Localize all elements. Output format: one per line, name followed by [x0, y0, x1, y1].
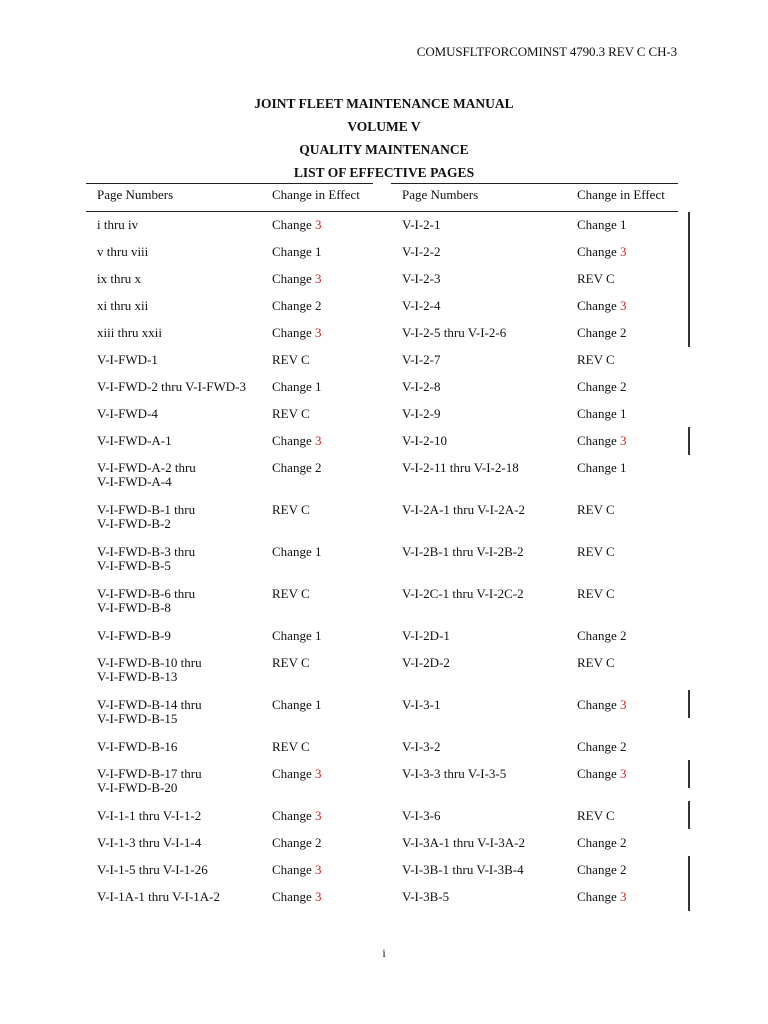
- change-number: 3: [314, 766, 322, 781]
- page-range-line: V-I-1-1 thru V-I-1-2: [97, 808, 202, 823]
- right-header-page-numbers: Page Numbers: [402, 187, 479, 202]
- page-range-line: V-I-3-2: [402, 739, 441, 754]
- change-in-effect: [577, 434, 626, 448]
- page-range: [402, 656, 450, 670]
- page-range: [97, 740, 177, 754]
- page-range-line: V-I-2-11 thru V-I-2-18: [402, 460, 519, 475]
- change-number: 3: [619, 298, 627, 313]
- page-range-line: v thru viii: [97, 244, 149, 259]
- left-header-page-numbers: Page Numbers: [97, 187, 174, 202]
- page-range-line: V-I-3-6: [402, 808, 441, 823]
- header-top-rule-left: [86, 183, 373, 184]
- change-label: Change: [577, 460, 617, 475]
- page-range: [97, 836, 201, 850]
- change-label: Change: [272, 808, 312, 823]
- change-number: 1: [619, 406, 627, 421]
- change-number: 1: [314, 544, 322, 559]
- change-in-effect: [272, 767, 321, 781]
- change-in-effect: [272, 629, 321, 643]
- page-range: [402, 272, 441, 286]
- page-range: [97, 767, 202, 795]
- page-range: [402, 587, 524, 601]
- change-label: REV C: [272, 586, 310, 601]
- page-range-line: V-I-FWD-4: [97, 406, 158, 421]
- change-label: Change: [272, 862, 312, 877]
- change-in-effect: [272, 380, 321, 394]
- change-in-effect: [272, 809, 321, 823]
- change-in-effect: [272, 836, 321, 850]
- page-range-line: V-I-3A-1 thru V-I-3A-2: [402, 835, 526, 850]
- page-range-line: V-I-2-1: [402, 217, 441, 232]
- section-title: QUALITY MAINTENANCE: [299, 142, 469, 157]
- page-range: [402, 740, 441, 754]
- change-number: 2: [619, 325, 627, 340]
- change-label: Change: [577, 406, 617, 421]
- change-number: 3: [619, 766, 627, 781]
- page-range: [97, 434, 172, 448]
- change-number: 1: [314, 628, 322, 643]
- change-label: Change: [577, 835, 617, 850]
- change-number: 3: [619, 697, 627, 712]
- page-range-line: V-I-1A-1 thru V-I-1A-2: [97, 889, 221, 904]
- change-label: Change: [577, 697, 617, 712]
- change-in-effect: [577, 299, 626, 313]
- page-range-line: V-I-2D-2: [402, 655, 450, 670]
- change-in-effect: [577, 245, 626, 259]
- change-number: 1: [619, 460, 627, 475]
- change-in-effect: [272, 272, 321, 286]
- page-range: [402, 890, 449, 904]
- page-range: [402, 767, 506, 781]
- page-range-line: V-I-FWD-B-8: [97, 600, 171, 615]
- page-range: [97, 863, 208, 877]
- page-range: [402, 434, 447, 448]
- page-range: [402, 629, 450, 643]
- change-number: 2: [314, 460, 322, 475]
- page-range: [402, 461, 519, 475]
- page-range-line: V-I-2-9: [402, 406, 441, 421]
- change-label: Change: [577, 217, 617, 232]
- change-number: 3: [314, 217, 322, 232]
- change-number: 2: [619, 862, 627, 877]
- page-range: [97, 245, 148, 259]
- page-range: [402, 809, 441, 823]
- page-range-line: V-I-1-3 thru V-I-1-4: [97, 835, 202, 850]
- change-number: 3: [314, 325, 322, 340]
- change-in-effect: [577, 545, 615, 559]
- page-range: [97, 629, 171, 643]
- page-range: [97, 545, 195, 573]
- change-in-effect: [577, 326, 626, 340]
- change-in-effect: [577, 272, 615, 286]
- change-in-effect: [577, 218, 626, 232]
- page-range-line: V-I-FWD-A-1: [97, 433, 172, 448]
- change-label: Change: [272, 628, 312, 643]
- page-range: [97, 326, 162, 340]
- page-range-line: V-I-FWD-B-6 thru: [97, 586, 196, 601]
- page-range: [97, 503, 195, 531]
- change-label: REV C: [577, 586, 615, 601]
- change-label: Change: [272, 271, 312, 286]
- page-range: [97, 299, 148, 313]
- change-in-effect: [272, 326, 321, 340]
- change-label: Change: [577, 862, 617, 877]
- change-label: Change: [577, 889, 617, 904]
- page-range: [97, 809, 201, 823]
- change-number: 3: [619, 244, 627, 259]
- page-range-line: xi thru xii: [97, 298, 149, 313]
- page-range-line: V-I-FWD-B-15: [97, 711, 178, 726]
- change-number: 3: [314, 862, 322, 877]
- page-range-line: V-I-FWD-B-13: [97, 669, 178, 684]
- page-range-line: V-I-FWD-B-2: [97, 516, 171, 531]
- change-label: Change: [272, 433, 312, 448]
- page-range: [97, 461, 196, 489]
- page-range-line: ix thru x: [97, 271, 142, 286]
- page-range: [97, 218, 138, 232]
- change-label: REV C: [272, 502, 310, 517]
- change-label: REV C: [577, 502, 615, 517]
- page-range-line: V-I-FWD-B-3 thru: [97, 544, 196, 559]
- page-range: [402, 245, 441, 259]
- page-range-line: V-I-FWD-B-9: [97, 628, 171, 643]
- page-number: i: [382, 946, 386, 960]
- page-range-line: V-I-2B-1 thru V-I-2B-2: [402, 544, 524, 559]
- change-in-effect: [577, 836, 626, 850]
- title-block: [0, 92, 768, 184]
- change-label: Change: [272, 325, 312, 340]
- change-in-effect: [272, 407, 310, 421]
- change-in-effect: [272, 863, 321, 877]
- page-range: [97, 890, 220, 904]
- page-range-line: V-I-1-5 thru V-I-1-26: [97, 862, 208, 877]
- page-range: [402, 326, 506, 340]
- left-header-change-in-effect: Change in Effect: [272, 187, 360, 202]
- change-label: REV C: [272, 655, 310, 670]
- change-number: 2: [619, 628, 627, 643]
- change-in-effect: [272, 503, 310, 517]
- page-range-line: V-I-FWD-B-16: [97, 739, 178, 754]
- change-bar: [688, 212, 690, 347]
- page-range: [97, 656, 202, 684]
- page-range-line: V-I-2-7: [402, 352, 441, 367]
- change-label: Change: [272, 217, 312, 232]
- page-range-line: V-I-2-3: [402, 271, 441, 286]
- change-label: REV C: [577, 544, 615, 559]
- change-bar: [688, 690, 690, 718]
- page-range: [97, 587, 195, 615]
- change-in-effect: [272, 587, 310, 601]
- page-range-line: V-I-2-2: [402, 244, 441, 259]
- change-label: REV C: [272, 739, 310, 754]
- change-number: 2: [619, 835, 627, 850]
- change-label: Change: [577, 433, 617, 448]
- change-label: Change: [272, 244, 312, 259]
- change-in-effect: [577, 767, 626, 781]
- change-label: Change: [577, 766, 617, 781]
- change-in-effect: [272, 353, 310, 367]
- page-range-line: V-I-3B-5: [402, 889, 450, 904]
- header-top-rule-right: [391, 183, 678, 184]
- page-range: [402, 353, 441, 367]
- change-label: Change: [272, 544, 312, 559]
- page-range-line: V-I-FWD-B-10 thru: [97, 655, 202, 670]
- right-header-change-in-effect: Change in Effect: [577, 187, 665, 202]
- change-label: REV C: [577, 352, 615, 367]
- change-bar: [688, 760, 690, 788]
- header-bottom-rule: [86, 211, 678, 212]
- page-range-line: V-I-2C-1 thru V-I-2C-2: [402, 586, 524, 601]
- change-label: Change: [577, 379, 617, 394]
- change-label: Change: [272, 379, 312, 394]
- change-label: Change: [577, 739, 617, 754]
- page-range: [402, 380, 441, 394]
- change-label: Change: [272, 835, 312, 850]
- change-label: Change: [577, 325, 617, 340]
- change-in-effect: [577, 863, 626, 877]
- page-range-line: V-I-FWD-B-5: [97, 558, 171, 573]
- document-id: COMUSFLTFORCOMINST 4790.3 REV C CH-3: [416, 44, 677, 59]
- change-in-effect: [577, 461, 626, 475]
- change-number: 1: [314, 379, 322, 394]
- change-in-effect: [272, 434, 321, 448]
- change-bar: [688, 856, 690, 911]
- page-range-line: V-I-FWD-B-17 thru: [97, 766, 202, 781]
- change-number: 1: [314, 697, 322, 712]
- change-label: REV C: [272, 352, 310, 367]
- page-range: [97, 698, 202, 726]
- change-label: Change: [272, 766, 312, 781]
- change-number: 3: [314, 271, 322, 286]
- change-number: 2: [314, 298, 322, 313]
- change-label: Change: [272, 697, 312, 712]
- page-range-line: V-I-FWD-B-1 thru: [97, 502, 196, 517]
- change-in-effect: [577, 380, 626, 394]
- change-in-effect: [272, 461, 321, 475]
- change-label: REV C: [577, 271, 615, 286]
- change-label: Change: [577, 244, 617, 259]
- volume-title: VOLUME V: [347, 119, 421, 134]
- page-range: [402, 218, 441, 232]
- change-in-effect: [577, 353, 615, 367]
- page-range-line: V-I-FWD-B-14 thru: [97, 697, 202, 712]
- change-number: 1: [619, 217, 627, 232]
- change-bar: [688, 801, 690, 829]
- change-in-effect: [577, 656, 615, 670]
- change-number: 3: [314, 808, 322, 823]
- change-in-effect: [272, 545, 321, 559]
- change-in-effect: [577, 698, 626, 712]
- page-range: [97, 380, 246, 394]
- list-title: LIST OF EFFECTIVE PAGES: [293, 165, 475, 180]
- change-in-effect: [272, 890, 321, 904]
- change-in-effect: [577, 503, 615, 517]
- page-range-line: xiii thru xxii: [97, 325, 162, 340]
- page-range: [402, 407, 441, 421]
- change-number: 3: [314, 433, 322, 448]
- change-in-effect: [272, 299, 321, 313]
- page-range-line: i thru iv: [97, 217, 139, 232]
- page-range-line: V-I-2-4: [402, 298, 441, 313]
- change-in-effect: [577, 407, 626, 421]
- change-in-effect: [577, 890, 626, 904]
- change-label: REV C: [577, 808, 615, 823]
- page-range-line: V-I-FWD-A-4: [97, 474, 172, 489]
- manual-title: JOINT FLEET MAINTENANCE MANUAL: [254, 96, 514, 111]
- page-range: [402, 503, 525, 517]
- change-in-effect: [272, 698, 321, 712]
- page-range-line: V-I-FWD-B-20: [97, 780, 178, 795]
- page-range-line: V-I-FWD-1: [97, 352, 158, 367]
- change-label: Change: [577, 628, 617, 643]
- page-range: [97, 407, 158, 421]
- page-range: [402, 698, 441, 712]
- page-range: [402, 545, 524, 559]
- change-number: 1: [314, 244, 322, 259]
- page-range: [402, 299, 441, 313]
- change-label: Change: [272, 889, 312, 904]
- page-range: [97, 353, 158, 367]
- page-range-line: V-I-2D-1: [402, 628, 450, 643]
- change-in-effect: [577, 587, 615, 601]
- change-number: 2: [619, 379, 627, 394]
- change-label: Change: [577, 298, 617, 313]
- page-range: [402, 863, 524, 877]
- change-label: REV C: [272, 406, 310, 421]
- change-in-effect: [577, 809, 615, 823]
- change-number: 3: [619, 433, 627, 448]
- page-range-line: V-I-2-5 thru V-I-2-6: [402, 325, 507, 340]
- change-in-effect: [272, 656, 310, 670]
- change-label: REV C: [577, 655, 615, 670]
- page-range: [402, 836, 525, 850]
- page-range-line: V-I-3B-1 thru V-I-3B-4: [402, 862, 524, 877]
- change-number: 3: [314, 889, 322, 904]
- page-range-line: V-I-2-10: [402, 433, 448, 448]
- change-bar: [688, 427, 690, 455]
- change-label: Change: [272, 460, 312, 475]
- change-in-effect: [272, 245, 321, 259]
- page-range-line: V-I-FWD-2 thru V-I-FWD-3: [97, 379, 247, 394]
- change-in-effect: [272, 218, 321, 232]
- page-range-line: V-I-2-8: [402, 379, 441, 394]
- change-in-effect: [272, 740, 310, 754]
- change-in-effect: [577, 629, 626, 643]
- change-number: 2: [314, 835, 322, 850]
- page-range-line: V-I-2A-1 thru V-I-2A-2: [402, 502, 526, 517]
- page-range-line: V-I-3-3 thru V-I-3-5: [402, 766, 507, 781]
- page-range-line: V-I-3-1: [402, 697, 441, 712]
- change-number: 2: [619, 739, 627, 754]
- page-range: [97, 272, 141, 286]
- change-label: Change: [272, 298, 312, 313]
- page-range-line: V-I-FWD-A-2 thru: [97, 460, 196, 475]
- change-number: 3: [619, 889, 627, 904]
- change-in-effect: [577, 740, 626, 754]
